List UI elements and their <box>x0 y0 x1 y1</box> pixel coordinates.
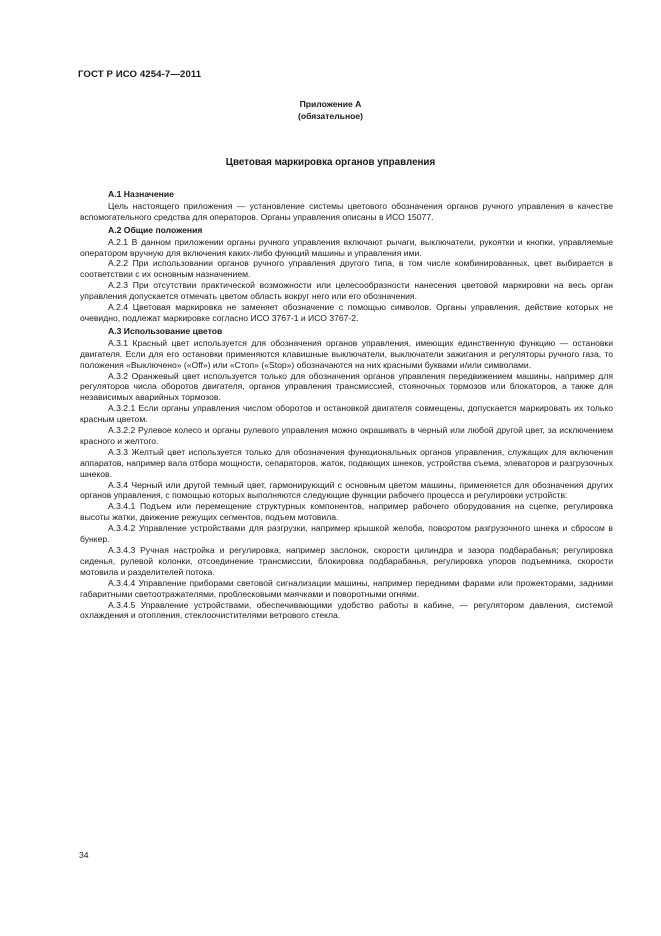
page-number: 34 <box>79 850 89 860</box>
paragraph: А.2.4 Цветовая маркировка не заменяет обозначение с помощью символов. Органы управления, действие которых не очевидно, подлежат маркировке согласно ИСО 3767-1 и ИСО 3767-2. <box>80 302 613 323</box>
paragraph: А.2.1 В данном приложении органы ручного управления включают рычаги, выключатели, рукоятки и кнопки, управляемые оператором вручную для включения каких-либо функций машины и управления ими. <box>80 236 613 258</box>
paragraph: А.3.2.1 Если органы управления числом оборотов и остановкой двигателя совмещены, допускается маркировать их только красным цветом. <box>80 403 613 425</box>
section-heading: А.2 Общие положения <box>108 224 203 235</box>
paragraph: А.3.4.5 Управление устройствами, обеспечивающими удобство работы в кабине, — регулятором давления, системой охлаждения и отопления, стеклоочистителями ветрового стекла. <box>80 599 613 621</box>
section-heading: А.3 Использование цветов <box>108 325 223 336</box>
main-title: Цветовая маркировка органов управления <box>225 157 436 168</box>
paragraph: А.3.2 Оранжевый цвет используется только для обозначения органов управления передвижением машины, например для регуляторов числа оборотов двигателя, органов управления трансмиссией, стояночных тормозов или блокаторов, а также для независимых аварийных тормозов. <box>80 370 613 403</box>
paragraph: А.3.4.3 Ручная настройка и регулировка, например заслонок, скорости цилиндра и зазора подбарабанья; регулировка сиденья, рулевой колонки, отсоединение трансмиссии, блокировка подбарабанья, регулировка упоров подъемника, скорости мотовила и разделителей потока. <box>80 545 613 577</box>
annex-type: (обязательное) <box>297 111 364 121</box>
section-heading: А.1 Назначение <box>108 189 174 199</box>
paragraph: А.3.4.2 Управление устройствами для разгрузки, например крышкой желоба, поворотом разгрузочного шнека и сбросом в бункер. <box>80 523 613 545</box>
paragraph: А.3.4.4 Управление приборами световой сигнализации машины, например передними фарами или прожекторами, задними габаритными светоотражателями, проблесковыми маячками и поворотными огнями. <box>80 577 613 599</box>
paragraph: А.2.3 При отсутствии практической возможности или целесообразности нанесения цветовой маркировки на весь орган управления допускается отмечать цветом область вокруг него или его обозначения. <box>80 280 613 302</box>
paragraph: А.3.2.2 Рулевое колесо и органы рулевого управления можно окрашивать в черный или любой другой цвет, за исключением красного и желтого. <box>80 425 613 446</box>
document-body <box>80 187 613 621</box>
paragraph: Цель настоящего приложения — установление системы цветового обозначения органов ручного управления в качестве вспомогательного средства для операторов. Органы управления описаны в ИСО 15077. <box>80 200 613 222</box>
document-id-header: ГОСТ Р ИСО 4254-7—2011 <box>78 69 202 80</box>
annex-title: Приложение А <box>299 99 362 109</box>
paragraph: А.3.4.1 Подъем или перемещение структурных компонентов, например рабочего оборудования на сцепке, регулировка высоты жатки, движение режущих сегментов, подъем мотовила. <box>80 501 613 523</box>
paragraph: А.3.4 Черный или другой темный цвет, гармонирующий с основным цветом машины, применяется для обозначения других органов управления, с помощью которых выполняются следующие функции рабочего процесса и регулировки устройств: <box>80 479 613 501</box>
paragraph: А.3.1 Красный цвет используется для обозначения органов управления, имеющих единственную функцию — остановки двигателя. Если для его остановки применяются клавишные выключатели, выключатели зажигания и регуляторы ручного газа, то положения «Выключено» («Off») или «Стоп» («Stop») обозначаются на них красными буквами и/или символами. <box>80 337 613 370</box>
paragraph: А.2.2 При использовании органов ручного управления другого типа, в том числе комбинированных, цвет выбирается в соответствии с их основным назначением. <box>80 258 613 280</box>
paragraph: А.3.3 Желтый цвет используется только для обозначения функциональных органов управления, служащих для включения аппаратов, например вала отбора мощности, сепараторов, жаток, подающих шнеков, устройства съема, элеваторов и разгрузочных шнеков. <box>80 446 613 479</box>
